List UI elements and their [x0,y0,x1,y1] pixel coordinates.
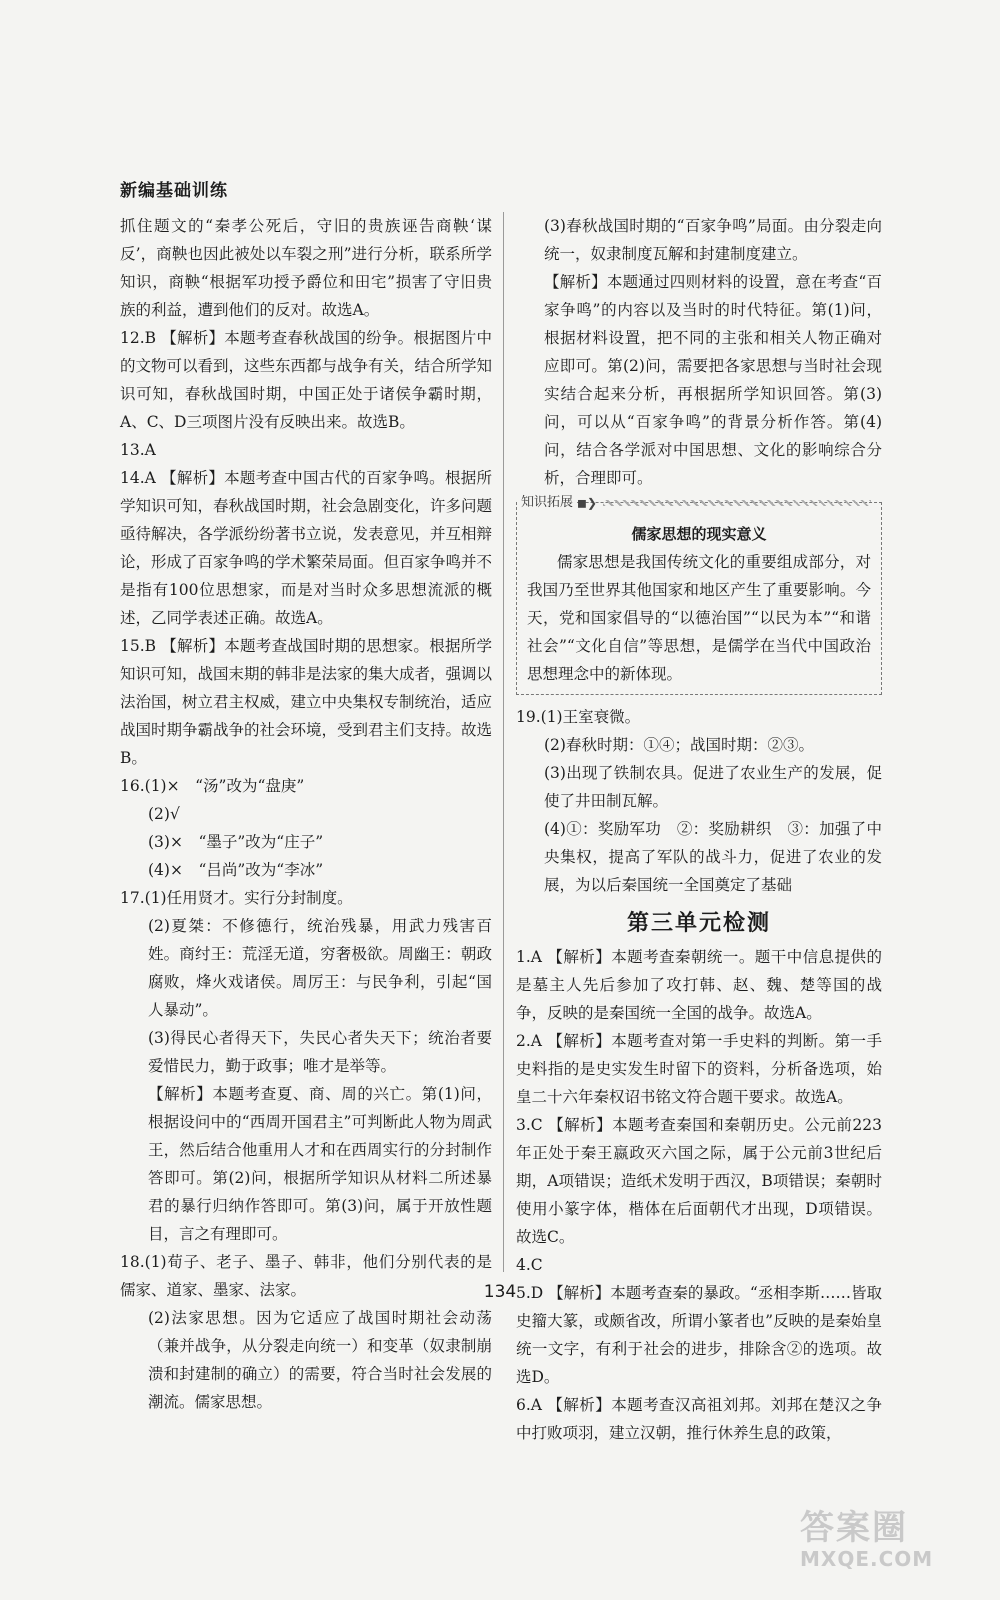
right-top-answers [516,212,882,492]
knowledge-box-title: 儒家思想的现实意义 [631,525,767,543]
answer-paragraph: (3)得民心者得天下，失民心者失天下；统治者要爱惜民力，勤于政事；唯才是举等。 [148,1029,492,1075]
answer-paragraph: (2)春秋时期：①④；战国时期：②③。 [544,736,814,754]
answer-paragraph: (4)①：奖励军功 ②：奖励耕织 ③：加强了中央集权，提高了军队的战斗力，促进了农业的发展，为以后秦国统一全国奠定了基础 [544,820,882,894]
answer-paragraph: 16.(1)× “汤”改为“盘庚” [120,777,305,795]
watermark-logo [800,1500,933,1571]
answer-paragraph: 12.B 【解析】本题考查春秋战国的纷争。根据图片中的文物可以看到，这些东西都与战争有关，结合所学知识可知，春秋战国时期，中国正处于诸侯争霸时期，A、C、D三项图片没有反映出来。故选B。 [120,329,493,431]
answer-paragraph: 6.A 【解析】本题考查汉高祖刘邦。刘邦在楚汉之争中打败项羽，建立汉朝，推行休养生息的政策， [516,1396,882,1442]
answer-paragraph: 【解析】本题通过四则材料的设置，意在考查“百家争鸣”的内容以及当时的时代特征。第(1)问，根据材料设置，把不同的主张和相关人物正确对应即可。第(2)问，需要把各家思想与当时社会现实结合起来分析，再根据所学知识回答。第(3)问，可以从“百家争鸣”的背景分析作答。第(4)问，结合各学派对中国思想、文化的影响综合分析，合理即可。 [544,273,882,487]
answer-paragraph: 【解析】本题考查夏、商、周的兴亡。第(1)问，根据设问中的“西周开国君主”可判断此人物为周武王，然后结合他重用人才和在西周实行的分封制作答即可。第(2)问，根据所学知识从材料二所述暴君的暴行归纳作答即可。第(3)问，属于开放性题目，言之有理即可。 [148,1085,492,1243]
answer-paragraph: 14.A 【解析】本题考查中国古代的百家争鸣。根据所学知识可知，春秋战国时期，社会急剧变化，许多问题亟待解决，各学派纷纷著书立说，发表意见，并互相辩论，形成了百家争鸣的学术繁荣局面。但百家争鸣并不是指有100位思想家，而是对当时众多思想流派的概述，乙同学表述正确。故选A。 [120,469,493,627]
speaker-icon: ◼❯ [577,496,598,510]
answer-paragraph: (2)√ [148,805,180,823]
knowledge-box-body: 儒家思想是我国传统文化的重要组成部分，对我国乃至世界其他国家和地区产生了重要影响。今天，党和国家倡导的“以德治国”“以民为本”“和谐社会”“文化自信”等思想，是儒学在当代中国政治思想理念中的新体现。 [527,553,871,683]
answer-paragraph: 3.C 【解析】本题考查秦国和秦朝历史。公元前223年正处于秦王嬴政灭六国之际，属于公元前3世纪后期，A项错误；造纸术发明于西汉，B项错误；秦朝时使用小篆字体，楷体在后面朝代才出现，D项错误。故选C。 [516,1116,882,1246]
answer-paragraph: (3)春秋战国时期的“百家争鸣”局面。由分裂走向统一，奴隶制度瓦解和封建制度建立。 [544,217,882,263]
answer-paragraph: (2)夏桀：不修德行，统治残暴，用武力残害百姓。商纣王：荒淫无道，穷奢极欲。周幽王：朝政腐败，烽火戏诸侯。周厉王：与民争利，引起“国人暴动”。 [148,917,492,1019]
knowledge-box-label: 知识拓展 [517,489,577,517]
column-divider [503,212,504,1272]
answer-paragraph: (3)出现了铁制农具。促进了农业生产的发展，促使了井田制瓦解。 [544,764,882,810]
answer-paragraph: 18.(1)荀子、老子、墨子、韩非，他们分别代表的是儒家、道家、墨家、法家。 [120,1253,492,1299]
answer-paragraph: 2.A 【解析】本题考查对第一手史料的判断。第一手史料指的是史实发生时留下的资料，分析备选项，始皇二十六年秦权诏书铭文符合题干要求。故选A。 [516,1032,882,1106]
answer-paragraph: (2)法家思想。因为它适应了战国时期社会动荡（兼并战争，从分裂走向统一）和变革（奴隶制崩溃和封建制的确立）的需要，符合当时社会发展的潮流。儒家思想。 [148,1309,492,1411]
answer-paragraph: 19.(1)王室衰微。 [516,708,641,726]
watermark-cn: 答案圈 [800,1508,908,1548]
page-number: 134 [483,1282,517,1302]
unit-title: 第三单元检测 [626,910,771,936]
answer-paragraph: 15.B 【解析】本题考查战国时期的思想家。根据所学知识可知，战国末期的韩非是法家的集大成者，强调以法治国，树立君主权威，建立中央集权专制统治，适应战国时期争霸战争的社会环境，受到君主们支持。故选B。 [120,637,493,767]
page-header-title: 新编基础训练 [120,181,228,201]
answer-paragraph: 抓住题文的“秦孝公死后，守旧的贵族诬告商鞅‘谋反’，商鞅也因此被处以车裂之刑”进行分析，联系所学知识，商鞅“根据军功授予爵位和田宅”损害了守旧贵族的利益，遭到他们的反对。故选A。 [120,217,492,319]
right-bottom-answers [516,943,882,1447]
right-column [516,212,882,1447]
right-mid-answers [516,703,882,899]
answer-paragraph: 1.A 【解析】本题考查秦朝统一。题干中信息提供的是墓主人先后参加了攻打韩、赵、魏、楚等国的战争，反映的是秦国统一全国的战争。故选A。 [516,948,882,1022]
answer-paragraph: 17.(1)任用贤才。实行分封制度。 [120,889,353,907]
answer-paragraph: (3)× “墨子”改为“庄子” [148,833,324,851]
decorative-hatch [603,500,871,506]
answer-paragraph: (4)× “吕尚”改为“李冰” [148,861,324,879]
answer-paragraph: 4.C [516,1256,543,1274]
knowledge-box-header [517,492,871,514]
watermark-en: MXQE.COM [800,1547,934,1571]
knowledge-box [516,495,882,695]
left-column [120,212,492,1416]
answer-paragraph: 5.D 【解析】本题考查秦的暴政。“丞相李斯……皆取史籀大篆，或颇省改，所谓小篆者也”反映的是秦始皇统一文字，有利于社会的进步，排除含②的选项。故选D。 [516,1284,882,1386]
answer-paragraph: 13.A [120,441,156,459]
